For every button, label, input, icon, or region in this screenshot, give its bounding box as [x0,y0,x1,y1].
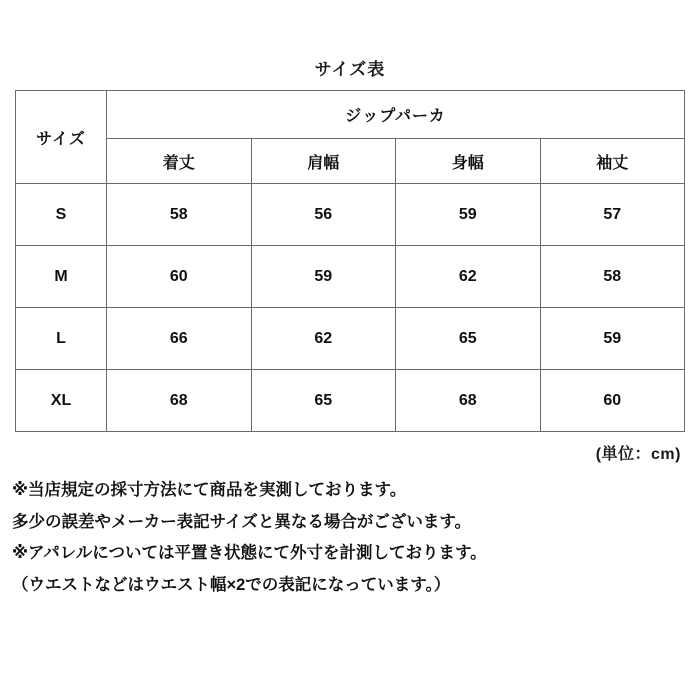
note-line-1: ※当店規定の採寸方法にて商品を実測しております。 [12,481,407,499]
cell-kitake: 60 [107,246,252,308]
cell-mihaba: 68 [396,370,541,432]
cell-mihaba: 62 [396,246,541,308]
table-row [16,246,685,308]
cell-kitake: 58 [107,184,252,246]
header-product-group: ジップパーカ [107,91,685,139]
cell-katahaba: 56 [251,184,396,246]
table-header [16,91,685,184]
row-size-label: M [16,246,107,308]
table-row [16,308,685,370]
cell-katahaba: 59 [251,246,396,308]
cell-katahaba: 65 [251,370,396,432]
note-line-2: 多少の誤差やメーカー表記サイズと異なる場合がございます。 [12,512,472,531]
table-header-row-group [16,91,685,139]
table-row [16,184,685,246]
size-table-wrapper [0,90,700,432]
cell-sodetake: 59 [540,308,685,370]
cell-mihaba: 59 [396,184,541,246]
cell-kitake: 68 [107,370,252,432]
header-size: サイズ [16,91,107,184]
cell-sodetake: 60 [540,370,685,432]
header-column-kitake: 着丈 [107,139,252,184]
table-body [16,184,685,432]
note-line-3: ※アパレルについては平置き状態にて外寸を計測しております。 [12,544,487,563]
header-column-katahaba: 肩幅 [251,139,396,184]
notes-block [0,464,700,598]
row-size-label: XL [16,370,107,432]
page-title: サイズ表 [314,60,386,79]
table-header-row-columns [16,139,685,184]
cell-katahaba: 62 [251,308,396,370]
header-column-sodetake: 袖丈 [540,139,685,184]
cell-sodetake: 58 [540,246,685,308]
table-row [16,370,685,432]
cell-mihaba: 65 [396,308,541,370]
header-column-mihaba: 身幅 [396,139,541,184]
cell-kitake: 66 [107,308,252,370]
unit-label: (単位：cm) [595,446,681,463]
note-line-4: （ウエストなどはウエスト幅×2での表記になっています。） [12,575,451,594]
size-table [15,90,685,432]
row-size-label: L [16,308,107,370]
cell-sodetake: 57 [540,184,685,246]
row-size-label: S [16,184,107,246]
